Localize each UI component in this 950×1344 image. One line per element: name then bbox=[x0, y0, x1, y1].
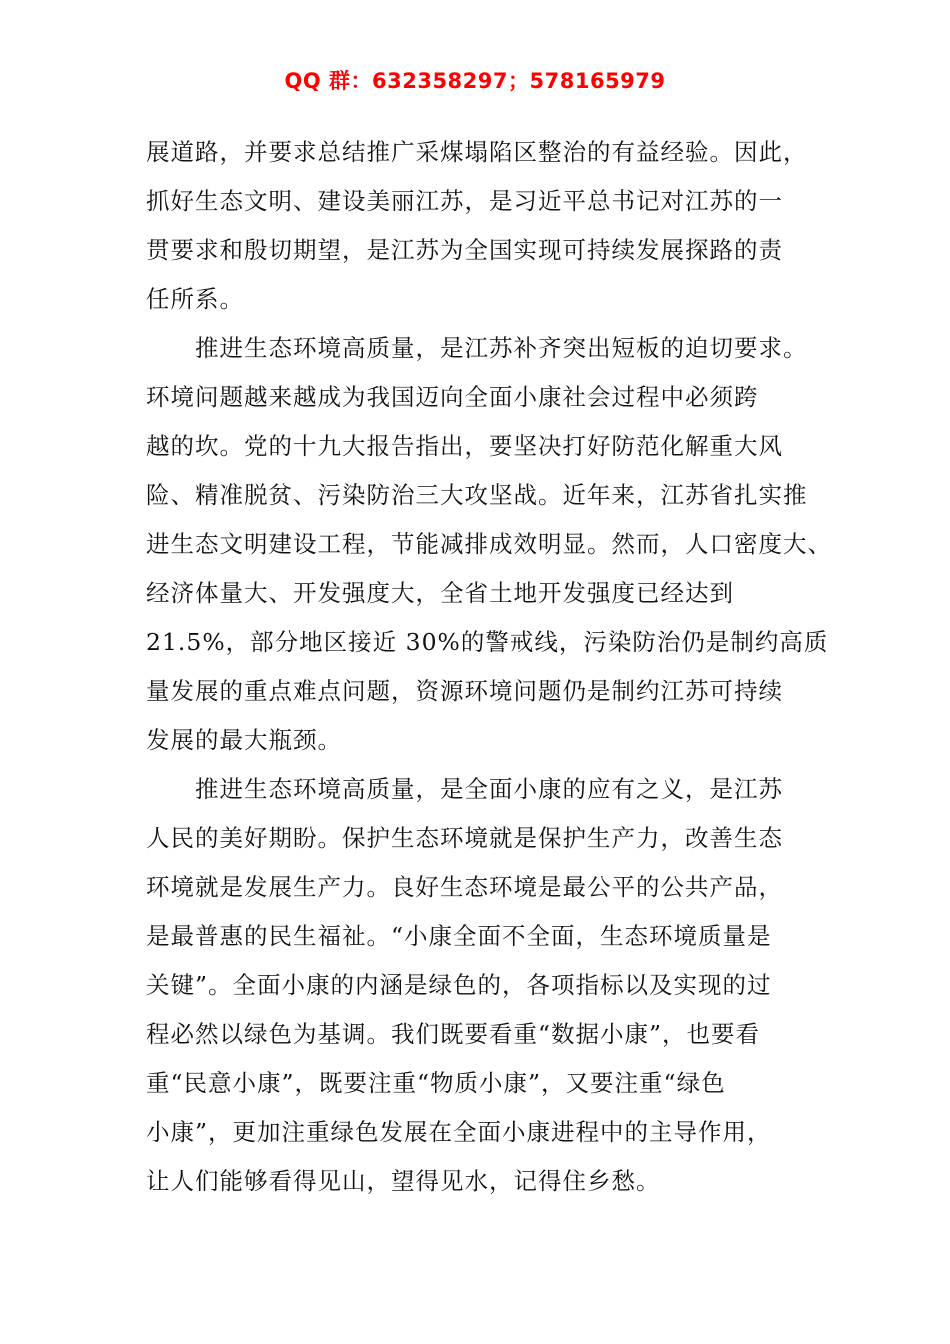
text-line: 21.5%，部分地区接近 30%的警戒线，污染防治仍是制约高质 bbox=[146, 628, 829, 656]
text-line: 环境问题越来越成为我国迈向全面小康社会过程中必须跨 bbox=[146, 383, 759, 411]
text-line: 进生态文明建设工程，节能减排成效明显。然而，人口密度大、 bbox=[146, 530, 832, 558]
text-line: 人民的美好期盼。保护生态环境就是保护生产力，改善生态 bbox=[146, 824, 783, 852]
text-line: 展道路，并要求总结推广采煤塌陷区整治的有益经验。因此， bbox=[146, 138, 808, 166]
text-line: 经济体量大、开发强度大，全省土地开发强度已经达到 bbox=[146, 579, 734, 607]
text-line: 推进生态环境高质量，是全面小康的应有之义，是江苏 bbox=[146, 775, 783, 803]
text-line: 重“民意小康”，既要注重“物质小康”，又要注重“绿色 bbox=[146, 1069, 726, 1097]
text-line: 环境就是发展生产力。良好生态环境是最公平的公共产品， bbox=[146, 873, 783, 901]
text-line: 是最普惠的民生福祉。“小康全面不全面，生态环境质量是 bbox=[146, 922, 772, 950]
text-line: 程必然以绿色为基调。我们既要看重“数据小康”，也要看 bbox=[146, 1020, 761, 1048]
text-line: 抓好生态文明、建设美丽江苏，是习近平总书记对江苏的一 bbox=[146, 187, 783, 215]
text-line: 任所系。 bbox=[146, 285, 244, 313]
text-line: 贯要求和殷切期望，是江苏为全国实现可持续发展探路的责 bbox=[146, 236, 783, 264]
text-line: 量发展的重点难点问题，资源环境问题仍是制约江苏可持续 bbox=[146, 677, 783, 705]
article-body bbox=[146, 128, 832, 1206]
text-line: 发展的最大瓶颈。 bbox=[146, 726, 342, 754]
text-line: 关键”。全面小康的内涵是绿色的，各项指标以及实现的过 bbox=[146, 971, 772, 999]
text-line: 越的坎。党的十九大报告指出，要坚决打好防范化解重大风 bbox=[146, 432, 783, 460]
text-line: 险、精准脱贫、污染防治三大攻坚战。近年来，江苏省扎实推 bbox=[146, 481, 808, 509]
qq-group-header: QQ 群：632358297；578165979 bbox=[284, 69, 666, 93]
text-line: 小康”，更加注重绿色发展在全面小康进程中的主导作用， bbox=[146, 1118, 772, 1146]
text-line: 让人们能够看得见山，望得见水，记得住乡愁。 bbox=[146, 1167, 661, 1195]
text-line: 推进生态环境高质量，是江苏补齐突出短板的迫切要求。 bbox=[146, 334, 808, 362]
